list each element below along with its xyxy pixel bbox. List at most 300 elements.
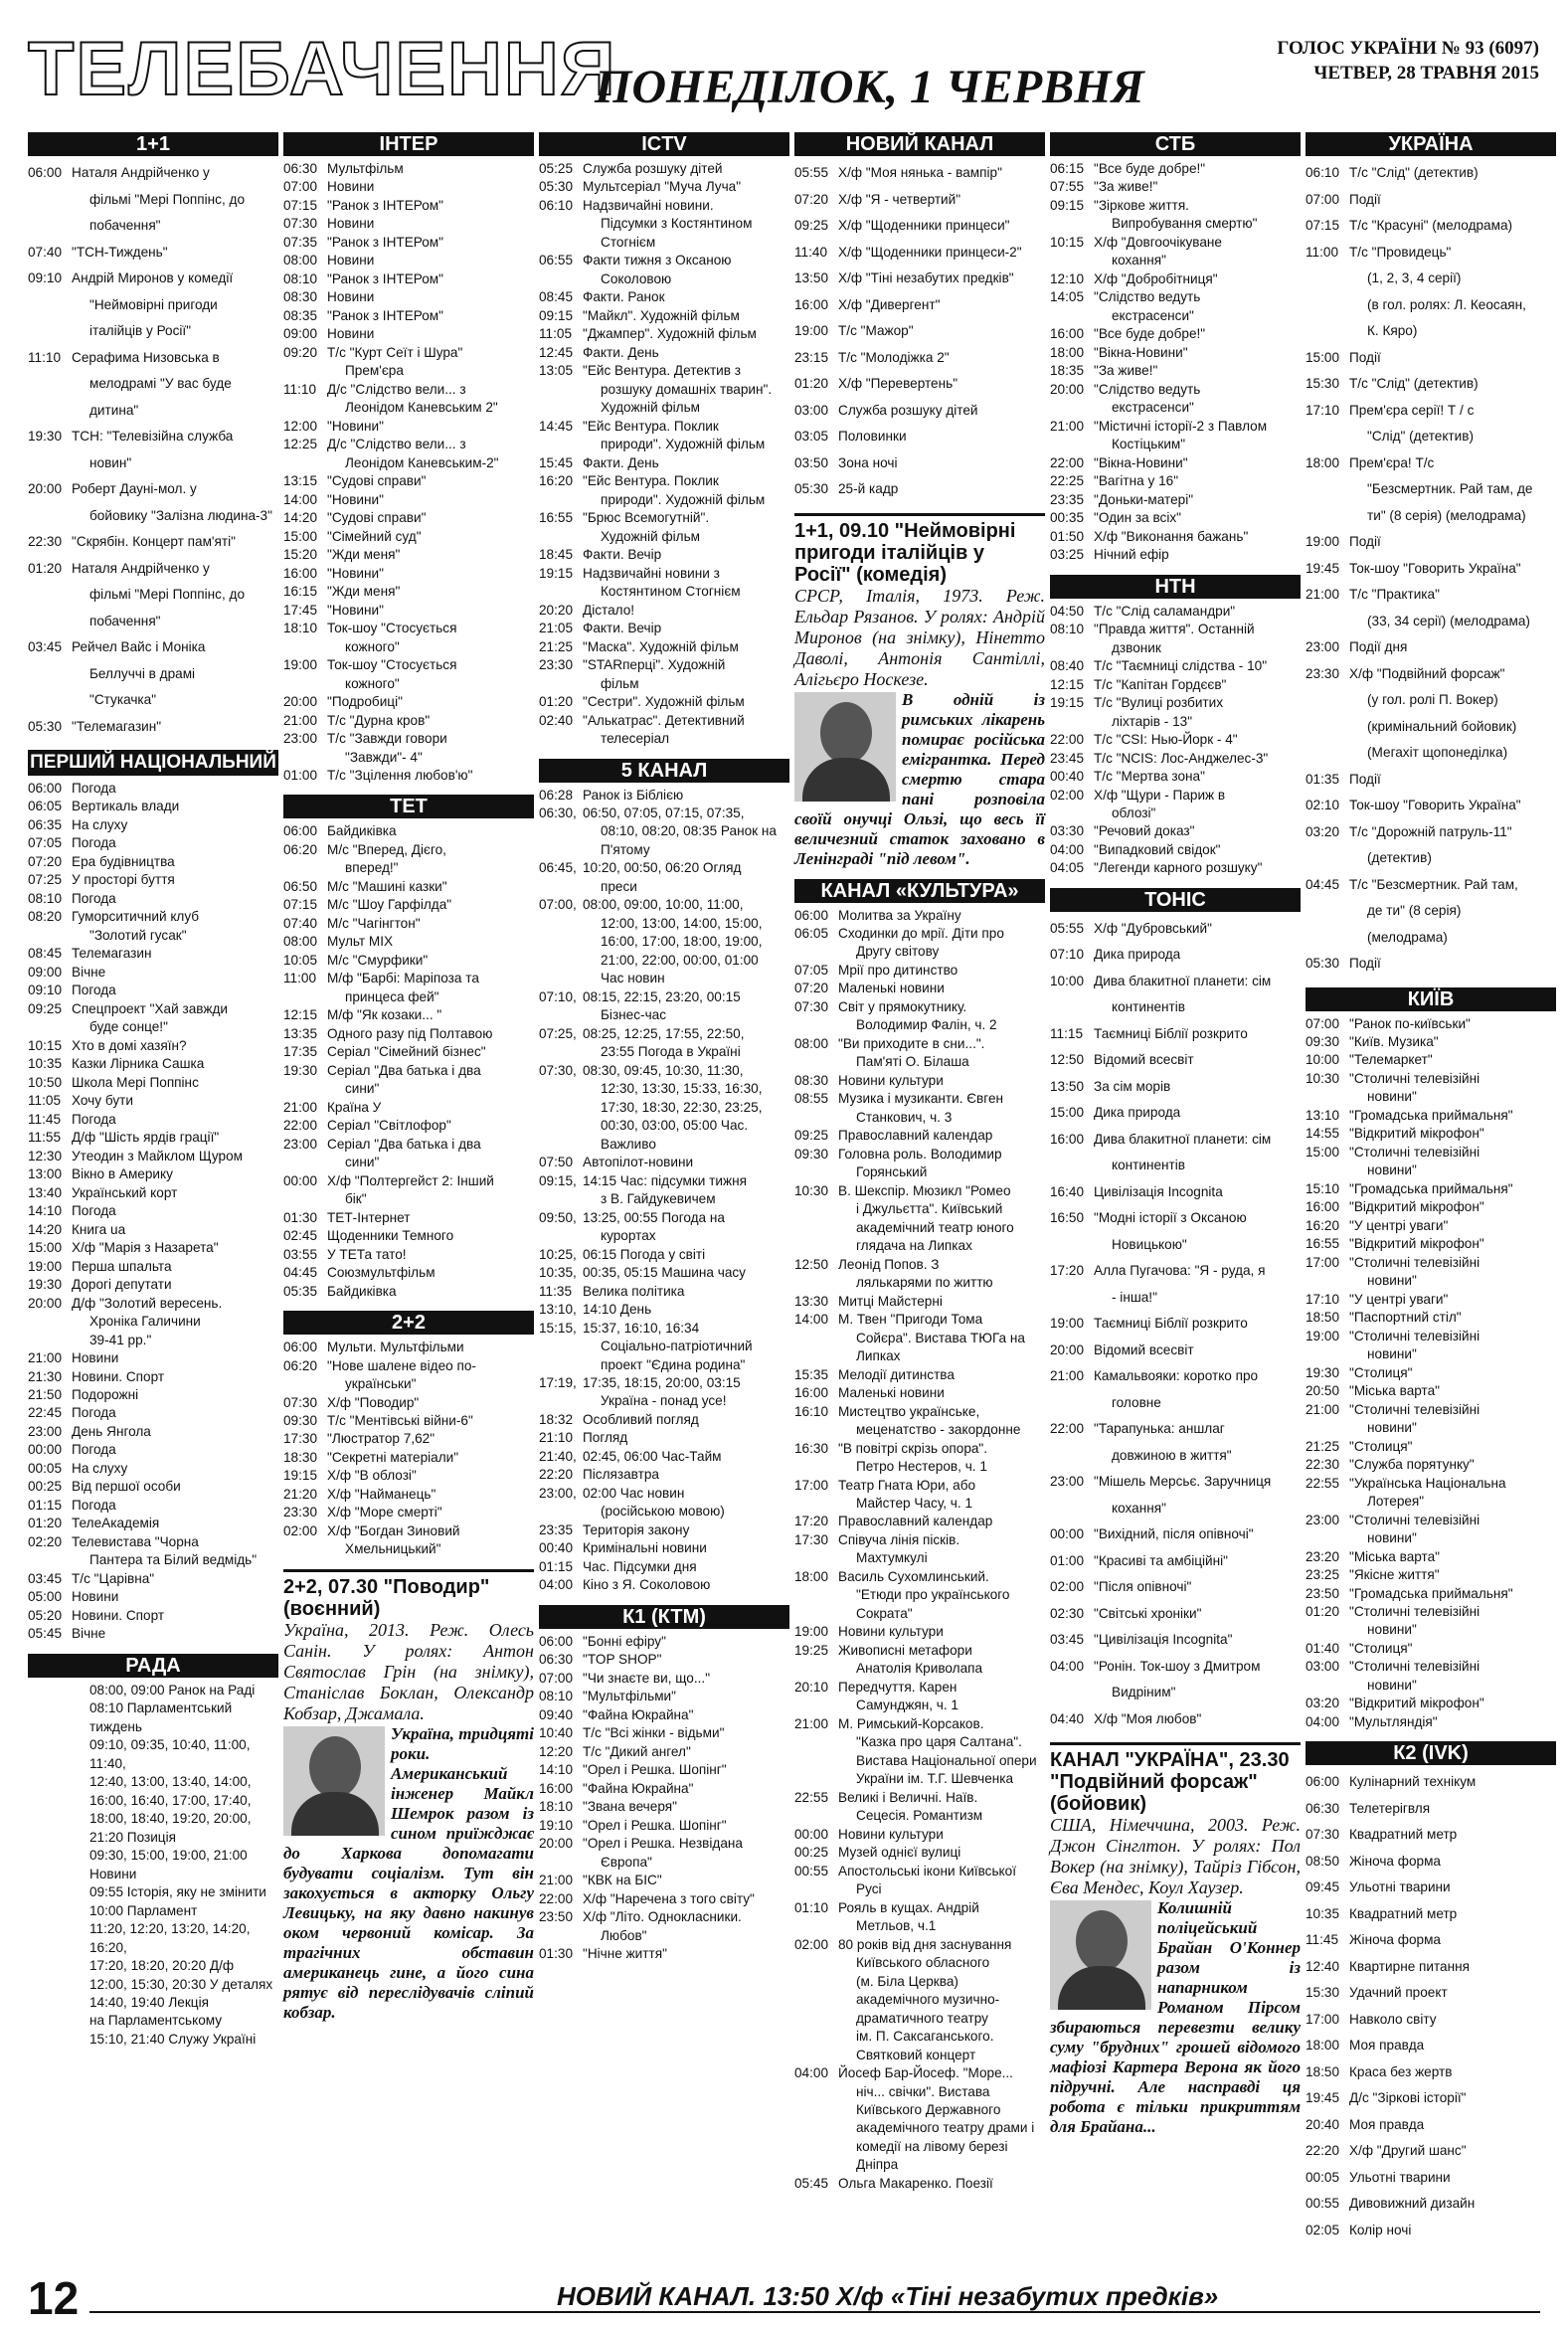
schedule-row xyxy=(1050,472,1301,490)
show-time: 20:00 xyxy=(1050,381,1085,397)
show-title: кохання" xyxy=(1112,1500,1166,1516)
show-title: бік" xyxy=(345,1191,367,1207)
schedule-row xyxy=(1050,1021,1301,1048)
schedule-row xyxy=(1306,450,1556,477)
show-time xyxy=(1306,845,1349,872)
show-time xyxy=(794,1219,838,1237)
schedule-row xyxy=(1050,694,1301,712)
show-title: ліхтарів - 13" xyxy=(1112,713,1193,729)
feature-block xyxy=(794,513,1045,869)
show-time: 11:45 xyxy=(28,1111,62,1127)
show-time: 19:30 xyxy=(28,1277,63,1293)
schedule-row xyxy=(1050,657,1301,675)
schedule-row xyxy=(794,1366,1045,1384)
schedule-row xyxy=(539,1890,789,1908)
show-title: Т/с "Провидець" xyxy=(1349,244,1452,260)
channel-header: 2+2 xyxy=(283,1311,534,1335)
show-time: 18:00 xyxy=(1050,344,1085,360)
show-time xyxy=(794,1807,838,1825)
show-time: 21:00 xyxy=(1306,587,1340,602)
show-time: 01:50 xyxy=(1050,528,1085,544)
show-title: Т/с "Красуні" (мелодрама) xyxy=(1349,218,1513,233)
show-title: М/с "Шоу Гарфілда" xyxy=(327,897,452,913)
show-title: Погода xyxy=(72,1111,116,1127)
show-title: Лотерея" xyxy=(1367,1494,1425,1510)
show-time: 07:10 xyxy=(1050,947,1085,963)
show-title: "TOP SHOP" xyxy=(583,1652,662,1668)
schedule-row xyxy=(794,2064,1045,2082)
schedule-row xyxy=(1306,634,1556,661)
schedule-row xyxy=(283,1540,534,1558)
show-title: Ера будівництва xyxy=(72,853,175,869)
schedule-row xyxy=(1306,740,1556,767)
schedule-row xyxy=(283,1062,534,1080)
show-time: 08:40 xyxy=(1050,658,1085,674)
show-title: Т/с "Мертва зона" xyxy=(1094,769,1205,785)
show-time: 06:30, xyxy=(539,805,577,820)
show-title: "Громадська приймальня" xyxy=(1349,1180,1513,1196)
show-title: академічний театр юного xyxy=(856,1219,1014,1235)
show-time xyxy=(539,234,583,252)
show-time xyxy=(794,1053,838,1071)
show-time xyxy=(794,1016,838,1034)
show-time: 20:20 xyxy=(539,602,574,618)
schedule-row xyxy=(794,2083,1045,2101)
show-title: Х/ф "Поводир" xyxy=(327,1394,420,1410)
show-title: 08:15, 22:15, 23:20, 00:15 xyxy=(583,988,741,1004)
show-title: Д/ф "Шість ярдів грації" xyxy=(72,1130,220,1146)
show-title: Половинки xyxy=(838,429,907,444)
show-time xyxy=(794,1330,838,1347)
show-title: Одного разу під Полтавою xyxy=(327,1025,493,1041)
show-title: Новини xyxy=(72,1350,119,1366)
show-time xyxy=(794,1605,838,1623)
show-time: 09:40 xyxy=(539,1706,574,1722)
schedule-row xyxy=(1306,1769,1556,1796)
show-title: "Секретні матеріали" xyxy=(327,1449,459,1465)
show-title: "Світські хроніки" xyxy=(1094,1605,1202,1621)
show-time: 05:25 xyxy=(539,161,574,176)
show-time: 14:10 xyxy=(539,1762,574,1778)
show-title: Х/ф "Подвійний форсаж" xyxy=(1349,665,1505,681)
show-time: 23:30 xyxy=(539,657,574,673)
schedule-row xyxy=(28,1810,278,1828)
show-title: М. Римський-Корсаков. xyxy=(838,1715,984,1731)
schedule-row xyxy=(1306,1566,1556,1584)
show-time xyxy=(283,988,327,1006)
schedule-row xyxy=(283,638,534,656)
show-time: 21:05 xyxy=(539,621,574,636)
show-title: "Орел і Решка. Шопінг" xyxy=(583,1817,727,1833)
show-time: 15:30 xyxy=(1306,1985,1340,2001)
schedule-row xyxy=(283,583,534,601)
show-time xyxy=(1306,1272,1349,1290)
show-time: 23:00 xyxy=(283,731,318,747)
show-title: Надзвичайні новини. xyxy=(583,197,714,213)
schedule-row xyxy=(794,1146,1045,1163)
schedule-row xyxy=(1050,325,1301,343)
schedule-row xyxy=(794,1477,1045,1495)
page-footer xyxy=(0,2272,1568,2324)
schedule-row xyxy=(794,1863,1045,1880)
show-time: 19:00 xyxy=(794,323,829,338)
show-time: 17:10 xyxy=(1306,402,1340,418)
show-title: Відомий всесвіт xyxy=(1094,1341,1194,1357)
show-title: Т/с "Безсмертник. Рай там, xyxy=(1349,876,1518,892)
schedule-row xyxy=(1306,424,1556,450)
show-time: 03:00 xyxy=(794,402,829,418)
show-title: Новини. Спорт xyxy=(72,1368,165,1384)
show-title: Таємниці Біблії розкрито xyxy=(1094,1025,1248,1041)
show-title: "Новини" xyxy=(327,491,384,507)
show-title: "Ранок з ІНТЕРом" xyxy=(327,270,443,286)
schedule-row xyxy=(1306,845,1556,872)
show-title: Київського Державного xyxy=(856,2101,1001,2117)
schedule-row xyxy=(1306,1328,1556,1345)
show-time: 03:00 xyxy=(1306,1659,1340,1675)
schedule-row xyxy=(28,1276,278,1294)
show-time: 22:45 xyxy=(28,1405,63,1421)
schedule-row xyxy=(539,252,789,269)
schedule-row xyxy=(539,730,789,748)
show-title: Жіноча форма xyxy=(1349,1853,1441,1869)
show-title: ТЕТ-Інтернет xyxy=(327,1209,411,1225)
show-time xyxy=(1306,925,1349,952)
show-time: 23:15 xyxy=(794,349,829,365)
show-time xyxy=(539,878,583,896)
show-time xyxy=(794,1495,838,1513)
schedule-row xyxy=(283,693,534,711)
schedule-row xyxy=(794,1053,1045,1071)
show-title: "В повітрі скрізь опора". xyxy=(838,1440,988,1456)
show-time: 06:30 xyxy=(539,1652,574,1668)
show-title: (в гол. ролях: Л. Кеосаян, xyxy=(1367,296,1526,312)
feature-synopsis xyxy=(794,690,1045,869)
show-time: 21:30 xyxy=(28,1368,63,1384)
show-time: 06:20 xyxy=(283,1357,318,1373)
show-time: 16:00 xyxy=(539,1780,574,1796)
show-title: Анатолія Криволапа xyxy=(856,1661,983,1677)
show-time: 21:00 xyxy=(283,1099,318,1115)
show-time xyxy=(539,1080,583,1098)
show-time xyxy=(539,822,583,840)
show-title: Х/ф "Марія з Назарета" xyxy=(72,1240,219,1256)
show-title: "Цивілізація Incognita" xyxy=(1094,1632,1233,1648)
show-time: 04:45 xyxy=(1306,876,1340,892)
show-time: 23:00, xyxy=(539,1485,577,1501)
schedule-row xyxy=(283,1430,534,1448)
schedule-row xyxy=(1306,1621,1556,1639)
show-title: драматичного театру xyxy=(856,2010,988,2026)
schedule-row xyxy=(28,1332,278,1349)
show-time: 13:05 xyxy=(539,363,574,379)
show-title: "Київ. Музика" xyxy=(1349,1033,1439,1049)
schedule-row xyxy=(1050,731,1301,749)
show-time: 10:35 xyxy=(28,1056,63,1072)
show-title: ніч... свічки". Вистава xyxy=(856,2083,990,2099)
schedule-row xyxy=(1306,2112,1556,2139)
show-time: 00:00 xyxy=(1050,1526,1085,1542)
show-time: 13:10 xyxy=(1306,1107,1340,1123)
show-title: Т/с "Вулиці розбитих xyxy=(1094,695,1224,711)
schedule-row xyxy=(1306,872,1556,899)
channel-block xyxy=(283,132,534,785)
schedule-row xyxy=(1306,1198,1556,1216)
show-title: "Телемаркет" xyxy=(1349,1052,1433,1068)
schedule-row xyxy=(794,1549,1045,1567)
show-title: "Ви приходите в сни...". xyxy=(838,1035,985,1051)
show-title: буде сонце!" xyxy=(89,1019,168,1035)
schedule-row xyxy=(283,675,534,693)
channel-header: ПЕРШИЙ НАЦІОНАЛЬНИЙ xyxy=(28,750,278,776)
schedule-row xyxy=(794,1752,1045,1770)
show-time: 09:00 xyxy=(28,964,63,980)
schedule-row xyxy=(28,1148,278,1165)
show-title: М/с "Чагінгтон" xyxy=(327,915,421,931)
show-title: 09:55 Історія, яку не змінити xyxy=(89,1884,266,1900)
schedule-row xyxy=(539,1798,789,1816)
schedule-row xyxy=(539,1558,789,1576)
show-title: Петро Нестеров, ч. 1 xyxy=(856,1459,987,1475)
show-title: Махтумкулі xyxy=(856,1550,928,1566)
show-time xyxy=(28,1313,72,1331)
show-time: 02:00 xyxy=(283,1522,318,1538)
show-title: 06:50, 07:05, 07:15, 07:35, xyxy=(583,805,745,820)
show-time xyxy=(794,1237,838,1255)
schedule-row xyxy=(1306,898,1556,925)
show-title: Горянський xyxy=(856,1164,928,1180)
show-title: День Янгола xyxy=(72,1423,151,1439)
show-time: 09:15 xyxy=(1050,197,1085,213)
show-time: 12:15 xyxy=(283,1007,318,1023)
show-time: 07:55 xyxy=(1050,179,1085,195)
show-title: Мрії про дитинство xyxy=(838,962,958,978)
schedule-row xyxy=(1306,213,1556,240)
show-title: На слуху xyxy=(72,816,128,832)
schedule-row xyxy=(539,270,789,288)
show-title: 08:00, 09:00, 10:00, 11:00, xyxy=(583,897,744,913)
show-time: 19:00 xyxy=(283,657,318,673)
show-title: "У центрі уваги" xyxy=(1349,1291,1449,1307)
show-time: 12:50 xyxy=(794,1256,829,1272)
show-time: 21:00 xyxy=(1306,1401,1340,1417)
show-time: 05:55 xyxy=(1050,920,1085,936)
show-time: 15:00 xyxy=(1306,1144,1340,1160)
show-time: 04:40 xyxy=(1050,1710,1085,1726)
schedule-row xyxy=(539,288,789,306)
show-time: 12:25 xyxy=(283,437,318,452)
schedule-row xyxy=(283,288,534,306)
show-title: Кримінальні новини xyxy=(583,1540,707,1556)
masthead xyxy=(28,28,1539,117)
show-title: "ТСН-Тиждень" xyxy=(72,244,168,260)
schedule-row xyxy=(539,952,789,970)
show-time xyxy=(28,318,72,345)
show-title: "Майкл". Художній фільм xyxy=(583,307,740,323)
show-title: Д/с "Зіркові історії" xyxy=(1349,2090,1467,2106)
schedule-row xyxy=(283,252,534,269)
show-title: Х/ф "Богдан Зиновий xyxy=(327,1522,460,1538)
schedule-row xyxy=(283,418,534,436)
show-time: 07:00 xyxy=(539,1670,574,1686)
show-title: Моя правда xyxy=(1349,2116,1425,2132)
schedule-row xyxy=(28,853,278,871)
show-time: 01:20 xyxy=(1306,1604,1340,1619)
show-title: Байдиківка xyxy=(327,1283,397,1299)
schedule-row xyxy=(28,1349,278,1367)
schedule-row xyxy=(283,712,534,730)
show-time: 21:00 xyxy=(794,1715,829,1731)
show-time xyxy=(283,749,327,767)
schedule-row xyxy=(283,270,534,288)
show-time: 04:00 xyxy=(1050,1658,1085,1674)
issue-date: ЧЕТВЕР, 28 ТРАВНЯ 2015 xyxy=(1313,63,1539,84)
show-time: 04:05 xyxy=(1050,860,1085,876)
show-title: "Вагітна у 16" xyxy=(1094,473,1179,489)
schedule-row xyxy=(28,1976,278,1994)
show-time: 12:00 xyxy=(283,418,318,434)
schedule-row xyxy=(1050,822,1301,840)
channel-header: НТН xyxy=(1050,575,1301,599)
show-time: 00:00 xyxy=(794,1826,829,1842)
actor-photo xyxy=(283,1726,385,1836)
show-title: 14:40, 19:40 Лекція xyxy=(89,1995,209,2010)
show-title: Події xyxy=(1349,349,1381,365)
show-time: 03:55 xyxy=(283,1246,318,1262)
show-title: "Столичні телевізійні xyxy=(1349,1512,1481,1527)
show-title: Х/ф "Добробітниця" xyxy=(1094,270,1218,286)
show-time: 01:10 xyxy=(794,1899,829,1915)
schedule-row xyxy=(539,1633,789,1651)
show-title: "Сімейний суд" xyxy=(327,528,422,544)
show-title: облозі" xyxy=(1112,805,1156,820)
show-title: лялькарями по життю xyxy=(856,1275,993,1291)
show-time xyxy=(794,1660,838,1678)
show-title: Х/ф "Щоденники принцеси" xyxy=(838,218,1010,233)
show-time: 08:45 xyxy=(539,289,574,305)
show-time: 07:25 xyxy=(28,872,63,888)
show-title: "Телемагазин" xyxy=(72,718,162,734)
show-title: Союзмультфільм xyxy=(327,1265,436,1281)
show-title: Хочу бути xyxy=(72,1093,133,1109)
show-time xyxy=(28,582,72,609)
show-title: Х/ф "Моя любов" xyxy=(1094,1710,1202,1726)
show-time xyxy=(28,1810,72,1828)
show-title: Ульотні тварини xyxy=(1349,1879,1451,1895)
show-title: Т/с "Дикий ангел" xyxy=(583,1743,691,1759)
show-title: М/с "Вперед, Дієго, xyxy=(327,841,446,857)
schedule-row xyxy=(283,859,534,877)
show-time: 04:00 xyxy=(1306,1713,1340,1729)
show-time: 08:50 xyxy=(1306,1853,1340,1869)
show-title: Т/с "Дурна кров" xyxy=(327,712,431,728)
show-title: Серіал "Два батька і два xyxy=(327,1136,481,1152)
schedule-row xyxy=(1050,528,1301,546)
show-time xyxy=(539,583,583,601)
schedule-row xyxy=(1050,805,1301,822)
show-time xyxy=(1050,215,1094,233)
show-title: "Вікна-Новини" xyxy=(1094,344,1188,360)
schedule-row xyxy=(1050,1285,1301,1312)
show-time: 08:35 xyxy=(283,307,318,323)
show-time xyxy=(1306,1621,1349,1639)
schedule-row xyxy=(283,656,534,674)
show-title: Володимир Фалін, ч. 2 xyxy=(856,1017,997,1033)
show-title: Серіал "Світлофор" xyxy=(327,1118,451,1134)
schedule-row xyxy=(1050,639,1301,657)
schedule-row xyxy=(1306,1954,1556,1981)
show-time: 10:35 xyxy=(1306,1905,1340,1921)
schedule-row xyxy=(283,362,534,380)
show-title: ТСН: "Телевізійна служба xyxy=(72,429,234,444)
show-title: "Орел і Решка. Незвідана xyxy=(583,1836,743,1852)
schedule-row xyxy=(1306,398,1556,425)
show-time xyxy=(539,1356,583,1374)
show-title: мелодрамі "У вас буде xyxy=(89,376,232,391)
show-title: Вічне xyxy=(72,964,106,980)
show-title: Новини xyxy=(327,216,375,232)
schedule-row xyxy=(28,266,278,292)
show-time: 14:20 xyxy=(283,510,318,526)
show-title: Т/с "Царівна" xyxy=(72,1570,155,1586)
show-time: 16:00 xyxy=(1050,1131,1085,1147)
schedule-row xyxy=(794,1899,1045,1917)
show-time: 19:45 xyxy=(1306,2090,1340,2106)
show-time xyxy=(283,1190,327,1208)
show-time: 08:10 xyxy=(539,1689,574,1704)
schedule-row xyxy=(539,436,789,453)
schedule-row xyxy=(28,634,278,661)
show-title: "Міська варта" xyxy=(1349,1383,1440,1399)
schedule-row xyxy=(539,1099,789,1117)
schedule-row xyxy=(539,307,789,325)
schedule-row xyxy=(283,1449,534,1467)
schedule-row xyxy=(539,1688,789,1705)
schedule-row xyxy=(283,1080,534,1098)
schedule-row xyxy=(539,1264,789,1282)
show-time: 07:05 xyxy=(28,835,63,851)
show-time: 07:00 xyxy=(1306,191,1340,207)
schedule-row xyxy=(794,907,1045,925)
schedule-row xyxy=(1050,399,1301,417)
schedule-row xyxy=(1306,1088,1556,1106)
show-title: Київського обласного xyxy=(856,1955,990,1971)
show-time: 13:30 xyxy=(794,1293,829,1309)
show-time: 14:20 xyxy=(28,1221,63,1237)
show-time: 22:30 xyxy=(1306,1457,1340,1473)
show-title: Події xyxy=(1349,534,1381,549)
schedule-row xyxy=(1050,178,1301,196)
schedule-row xyxy=(539,1320,789,1338)
schedule-row xyxy=(1306,1585,1556,1603)
schedule-row xyxy=(283,399,534,417)
schedule-row xyxy=(794,1715,1045,1733)
show-title: Дістало! xyxy=(583,602,635,618)
schedule-row xyxy=(1306,951,1556,978)
show-time: 09:25 xyxy=(28,1000,63,1016)
show-title: Таємниці Біблії розкрито xyxy=(1094,1316,1248,1332)
schedule-row xyxy=(539,1080,789,1098)
show-time: 08:55 xyxy=(794,1091,829,1107)
schedule-row xyxy=(28,1037,278,1055)
schedule-row xyxy=(794,240,1045,267)
show-time xyxy=(28,1994,72,2012)
schedule-row xyxy=(539,988,789,1006)
show-title: М/с "Машині казки" xyxy=(327,878,447,894)
show-title: новини" xyxy=(1367,1530,1417,1546)
show-time: 02:10 xyxy=(1306,798,1340,812)
schedule-row xyxy=(794,1586,1045,1604)
